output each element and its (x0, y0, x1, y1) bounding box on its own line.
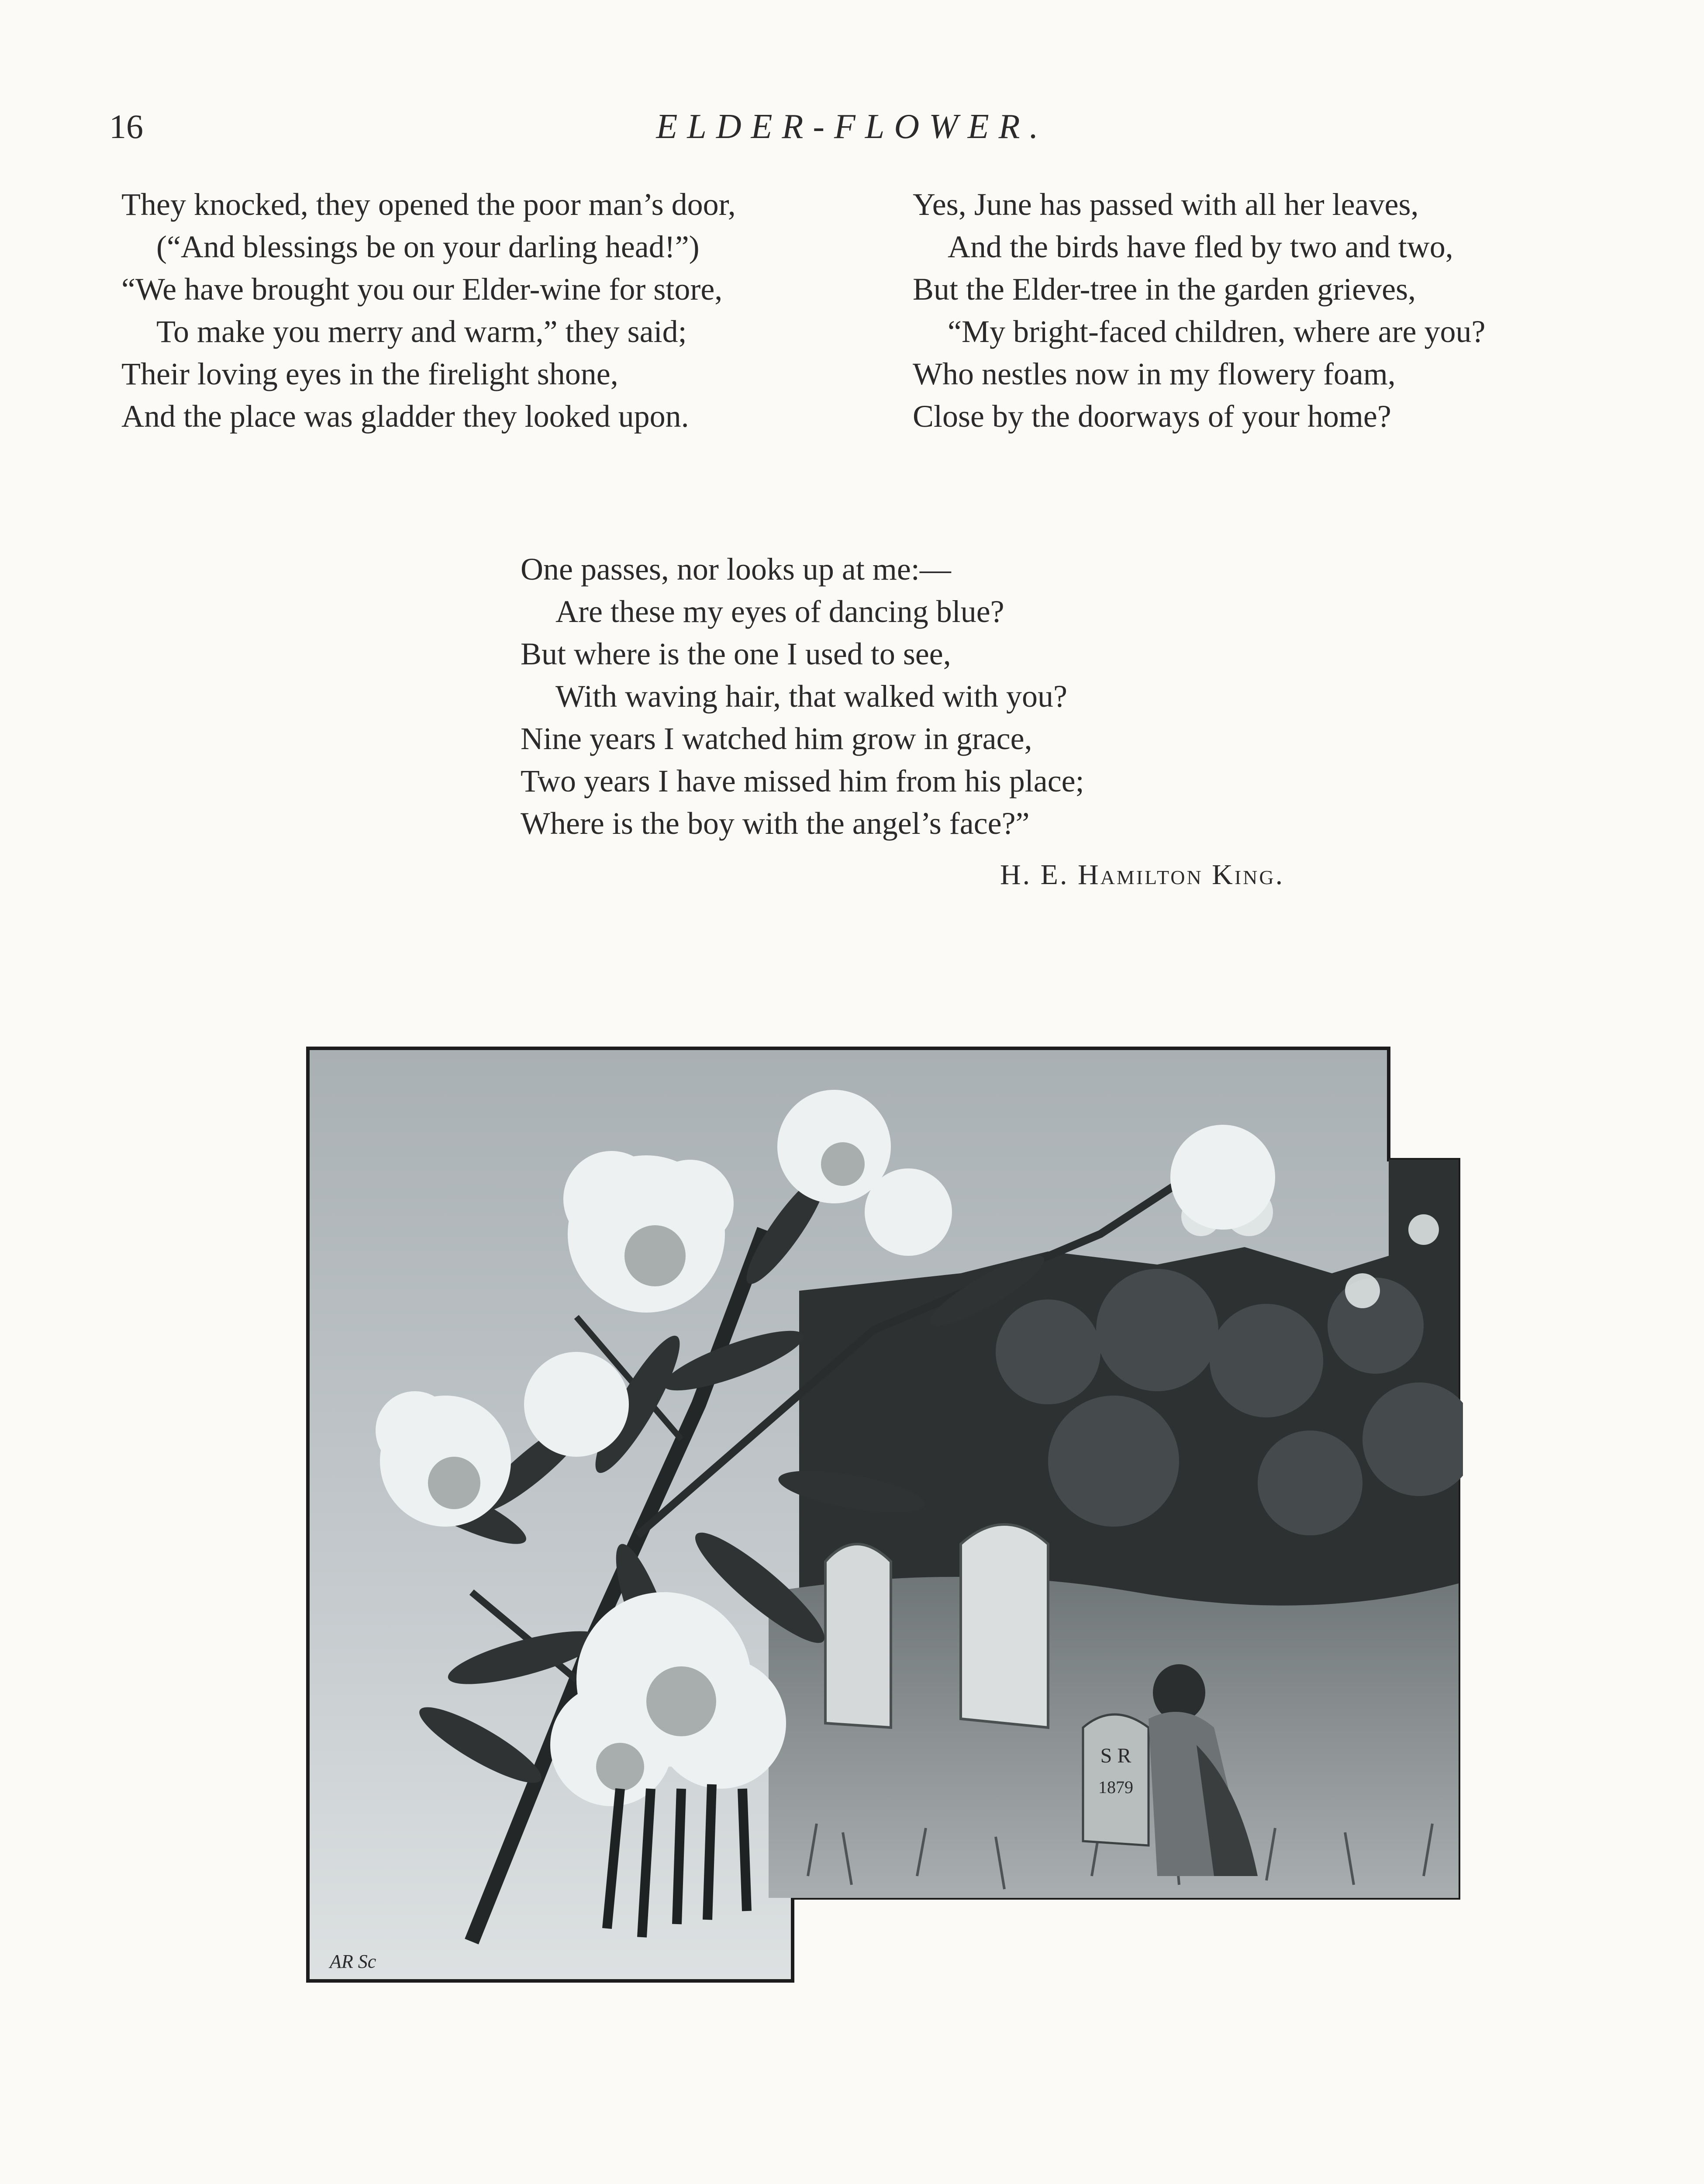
poem-line: (“And blessings be on your darling head!”) (156, 229, 700, 264)
poem-line: “My bright-faced children, where are you? (948, 314, 1486, 349)
poem-stanza-left (121, 183, 736, 438)
poem-line: And the birds have fled by two and two, (948, 229, 1453, 264)
elder-tree-churchyard-illustration (306, 1046, 1463, 1985)
poem-line: Close by the doorways of your home? (913, 399, 1391, 434)
poem-line: Where is the boy with the angel’s face?” (521, 806, 1030, 841)
running-title: ELDER-FLOWER. (656, 107, 1048, 146)
poem-line: “We have brought you our Elder-wine for store, (121, 272, 723, 307)
poem-line: With waving hair, that walked with you? (555, 679, 1067, 714)
poem-line: One passes, nor looks up at me:— (521, 552, 951, 587)
poem-line: Two years I have missed him from his place; (521, 764, 1084, 798)
poem-stanza-right (913, 183, 1485, 438)
poem-line: Their loving eyes in the firelight shone, (121, 356, 618, 391)
gravestone-right (961, 1524, 1048, 1728)
poem-line: Who nestles now in my flowery foam, (913, 356, 1396, 391)
poem-line: Nine years I watched him grow in grace, (521, 721, 1032, 756)
poem-line: They knocked, they opened the poor man’s door, (121, 187, 736, 222)
poem-line: To make you merry and warm,” they said; (156, 314, 687, 349)
page-number: 16 (109, 107, 143, 145)
illustration-svg (306, 1046, 1463, 1985)
gravestone-left (825, 1544, 891, 1728)
gravestone-inscription-initials: S R (1100, 1744, 1131, 1767)
poem-line: But the Elder-tree in the garden grieves, (913, 272, 1416, 307)
gravestone-inscription-year: 1879 (1098, 1777, 1133, 1797)
poem-line: Yes, June has passed with all her leaves, (913, 187, 1419, 222)
poem-line: But where is the one I used to see, (521, 636, 951, 671)
poem-author: H. E. Hamilton King. (1000, 859, 1285, 891)
poem-line: Are these my eyes of dancing blue? (555, 594, 1004, 629)
poem-line: And the place was gladder they looked upon. (121, 399, 689, 434)
poem-stanza-center (521, 548, 1084, 845)
artist-monogram: AR Sc (330, 1951, 376, 1972)
